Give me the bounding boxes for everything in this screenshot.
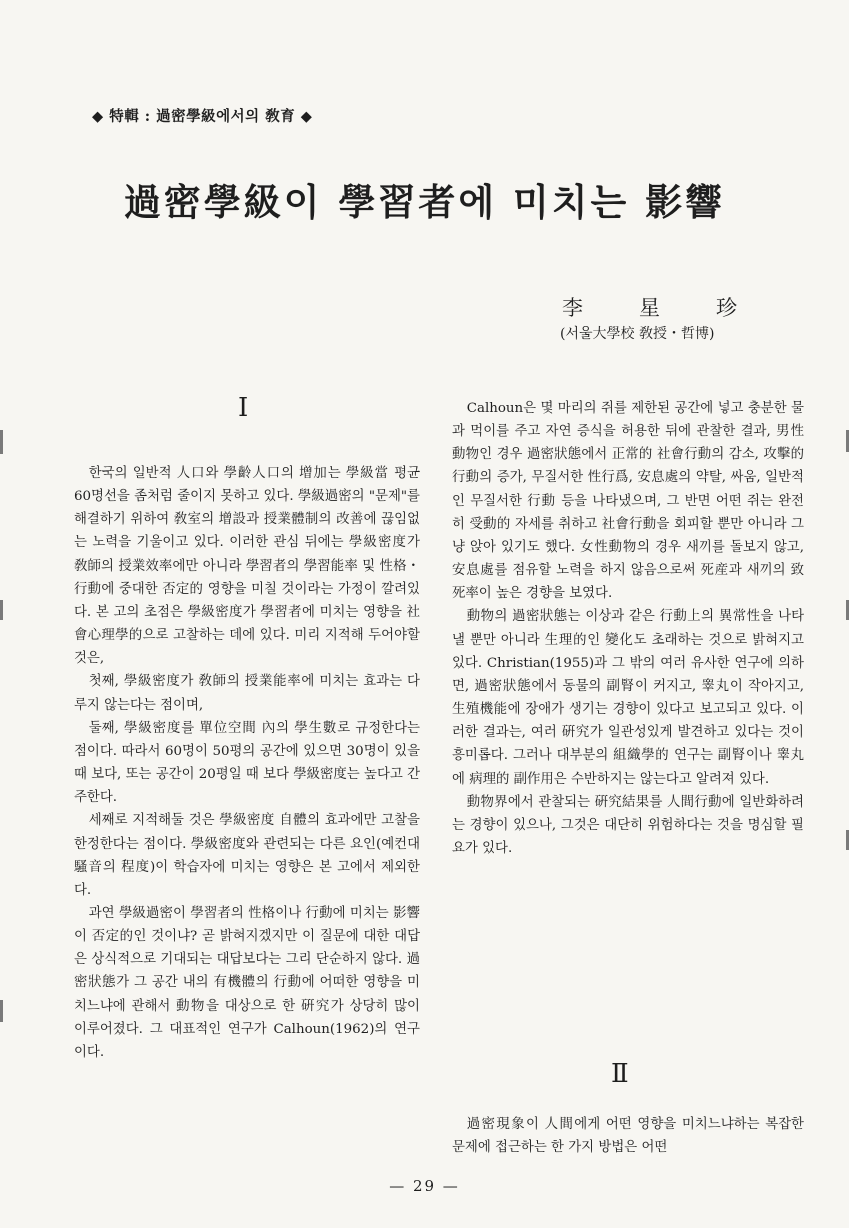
paragraph: 過密現象이 人間에게 어떤 영향을 미치느냐하는 복잡한 문제에 접근하는 한 가지 방법은 어떤 bbox=[452, 1117, 804, 1156]
author-name-char: 李 bbox=[562, 296, 583, 320]
page-number: — 29 — bbox=[389, 1177, 460, 1195]
series-label: ◆ 特輯 : 過密學級에서의 敎育 ◆ bbox=[92, 108, 313, 125]
right-column-continued bbox=[452, 1113, 804, 1159]
section-heading-1: I bbox=[238, 393, 249, 423]
paragraph: 動物의 過密狀態는 이상과 같은 行動上의 異常性을 나타낼 뿐만 아니라 生理的인 變化도 초래하는 것으로 밝혀지고 있다. Christian(1955)과 그 밖의 여러 유사한 연구에 의하면, 過密狀態에서 동물의 副腎이 커지고, 睾丸이 작아지고, 生殖機能에 장애가 생기는 경향이 있다고 보고되고 있다. 이러한 결과는, 여러 硏究가 일관성있게 발견하고 있다는 것이 흥미롭다. 그러나 대부분의 組織學的 연구는 副腎이나 睾丸에 病理的 副作用은 수반하지는 않는다고 알려져 있다. bbox=[452, 609, 804, 787]
paragraph: 둘째, 學級密度를 單位空間 內의 學生數로 규정한다는 점이다. 따라서 60명이 50평의 공간에 있으면 30명이 있을 때 보다, 또는 공간이 20평일 때 보다 學級密度는 높다고 간주한다. bbox=[74, 720, 421, 806]
author-name bbox=[562, 292, 737, 322]
author-affiliation: (서울大學校 敎授・哲博) bbox=[560, 326, 715, 342]
paragraph: 첫째, 學級密度가 敎師의 授業能率에 미치는 효과는 다루지 않는다는 점이며, bbox=[74, 674, 420, 713]
scan-edge-mark bbox=[0, 600, 3, 620]
scan-edge-mark bbox=[0, 430, 3, 454]
scan-edge-mark bbox=[0, 1000, 3, 1022]
left-column bbox=[74, 462, 420, 1064]
right-column bbox=[452, 397, 804, 860]
paragraph: 한국의 일반적 人口와 學齡人口의 增加는 學級當 평균 60명선을 좀처럼 줄이지 못하고 있다. 學級過密의 "문제"를 해결하기 위하여 敎室의 增設과 授業體制의 改善에 끊임없는 노력을 기울이고 있다. 이러한 관심 뒤에는 學級密度가 敎師의 授業效率에만 아니라 學習者의 學習能率 및 性格・行動에 중대한 否定的 영향을 미칠 것이라는 가정이 깔려있다. 본 고의 초점은 學級密度가 學習者에 미치는 영향을 社會心理學的으로 고찰하는 데에 있다. 미리 지적해 두어야할 것은, bbox=[74, 466, 420, 667]
paragraph: 세째로 지적해둘 것은 學級密度 自體의 효과에만 고찰을 한정한다는 점이다. 學級密度와 관련되는 다른 요인(예컨대 騷音의 程度)이 학습자에 미치는 영향은 본 고에서 제외한다. bbox=[74, 813, 420, 898]
author-name-char: 星 bbox=[639, 296, 660, 320]
paragraph: Calhoun은 몇 마리의 쥐를 제한된 공간에 넣고 충분한 물과 먹이를 주고 자연 증식을 허용한 뒤에 관찰한 결과, 男性 動物인 경우 過密狀態에서 正常的 社會行動의 감소, 攻擊的 行動의 증가, 무질서한 性行爲, 安息處의 약탈, 싸움, 일반적인 무질서한 行動 등을 나타냈으며, 그 반면 어떤 쥐는 완전히 受動的 자세를 취하고 社會行動을 회피할 뿐만 아니라 그냥 앉아 있기도 했다. 女性動物의 경우 새끼를 돌보지 않고, 安息處를 점유할 노력을 하지 않음으로써 死産과 새끼의 致死率이 높은 경향을 보였다. bbox=[452, 401, 804, 602]
section-heading-2: Ⅱ bbox=[611, 1059, 629, 1089]
paragraph: 과연 學級過密이 學習者의 性格이나 行動에 미치는 影響이 否定的인 것이냐? 곧 밝혀지겠지만 이 질문에 대한 대답은 상식적으로 기대되는 대답보다는 그리 단순하지 않다. 過密狀態가 그 공간 내의 有機體의 行動에 어떠한 영향을 미치느냐에 관해서 動物을 대상으로 한 硏究가 상당히 많이 이루어졌다. 그 대표적인 연구가 Calhoun(1962)의 연구이다. bbox=[74, 905, 420, 1060]
article-title: 過密學級이 學習者에 미치는 影響 bbox=[123, 180, 726, 224]
author-name-char: 珍 bbox=[716, 296, 737, 320]
paragraph: 動物界에서 관찰되는 硏究結果를 人間行動에 일반화하려는 경향이 있으나, 그것은 대단히 위험하다는 것을 명심할 필요가 있다. bbox=[452, 794, 804, 856]
